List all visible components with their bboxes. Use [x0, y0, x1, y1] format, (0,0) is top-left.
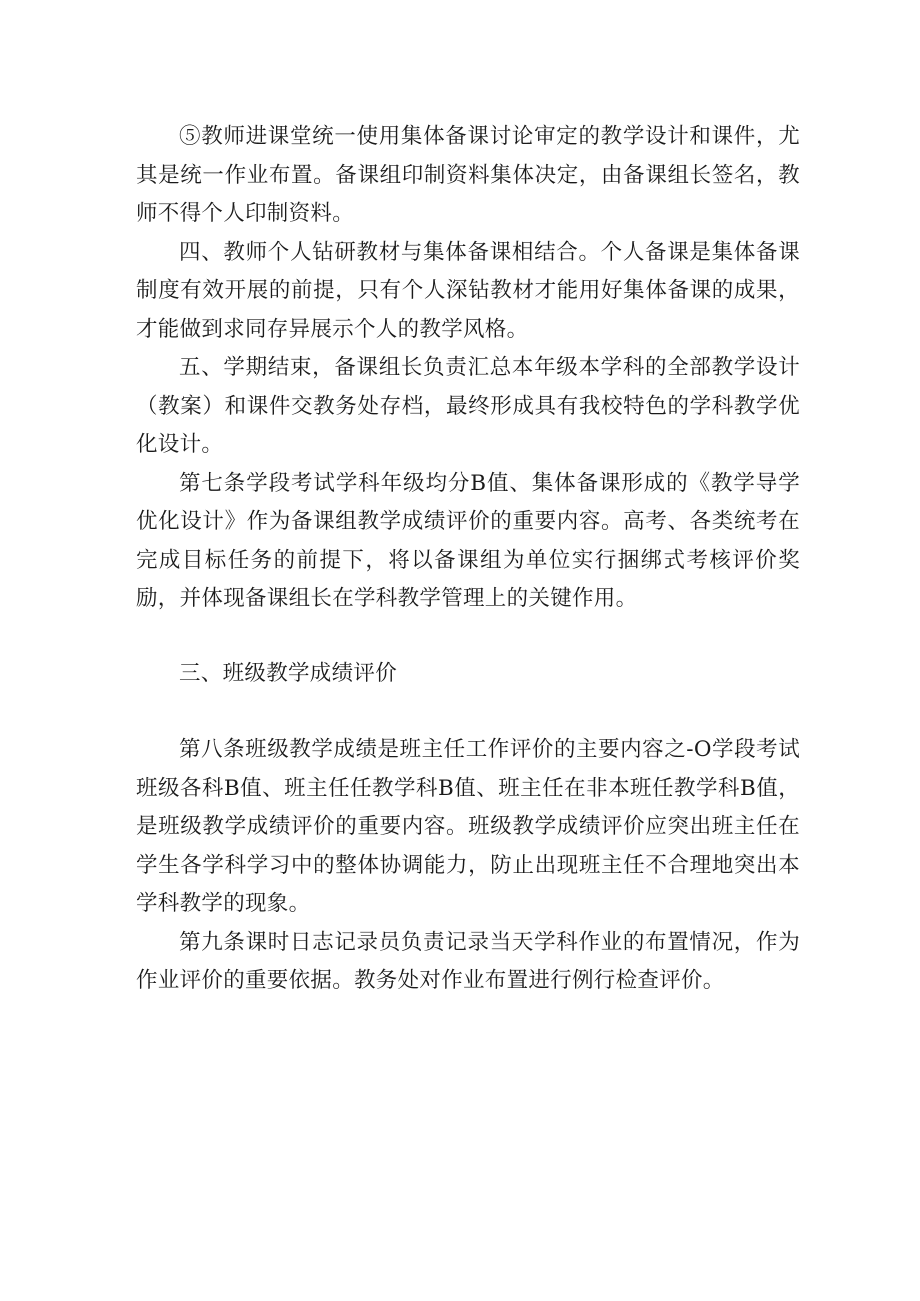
paragraph-article-nine: 第九条课时日志记录员负责记录当天学科作业的布置情况，作为作业评价的重要依据。教务处对作业布置进行例行检查评价。 [136, 929, 800, 993]
paragraph-semester-end: 五、学期结束，备课组长负责汇总本年级本学科的全部教学设计（教案）和课件交教务处存档，最终形成具有我校特色的学科教学优化设计。 [136, 355, 800, 457]
section-heading: 三、班级教学成绩评价 [179, 660, 398, 686]
paragraph-article-eight: 第八条班级教学成绩是班主任工作评价的主要内容之-O学段考试班级各科B值、班主任任教学科B值、班主任在非本班任教学科B值，是班级教学成绩评价的重要内容。班级教学成绩评价应突出班主任在学生各学科学习中的整体协调能力，防止出现班主任不合理地突出本学科教学的现象。 [136, 737, 800, 916]
paragraph-individual-study: 四、教师个人钻研教材与集体备课相结合。个人备课是集体备课制度有效开展的前提，只有个人深钻教材才能用好集体备课的成果，才能做到求同存异展示个人的教学风格。 [136, 239, 800, 342]
paragraph-article-seven: 第七条学段考试学科年级均分B值、集体备课形成的《教学导学优化设计》作为备课组教学成绩评价的重要内容。高考、各类统考在完成目标任务的前提下，将以备课组为单位实行捆绑式考核评价奖励，并体现备课组长在学科教学管理上的关键作用。 [136, 470, 800, 611]
paragraph-unified-courseware: ⑤教师进课堂统一使用集体备课讨论审定的教学设计和课件，尤其是统一作业布置。备课组印制资料集体决定，由备课组长签名，教师不得个人印制资料。 [136, 124, 800, 226]
document-page [136, 118, 800, 1001]
